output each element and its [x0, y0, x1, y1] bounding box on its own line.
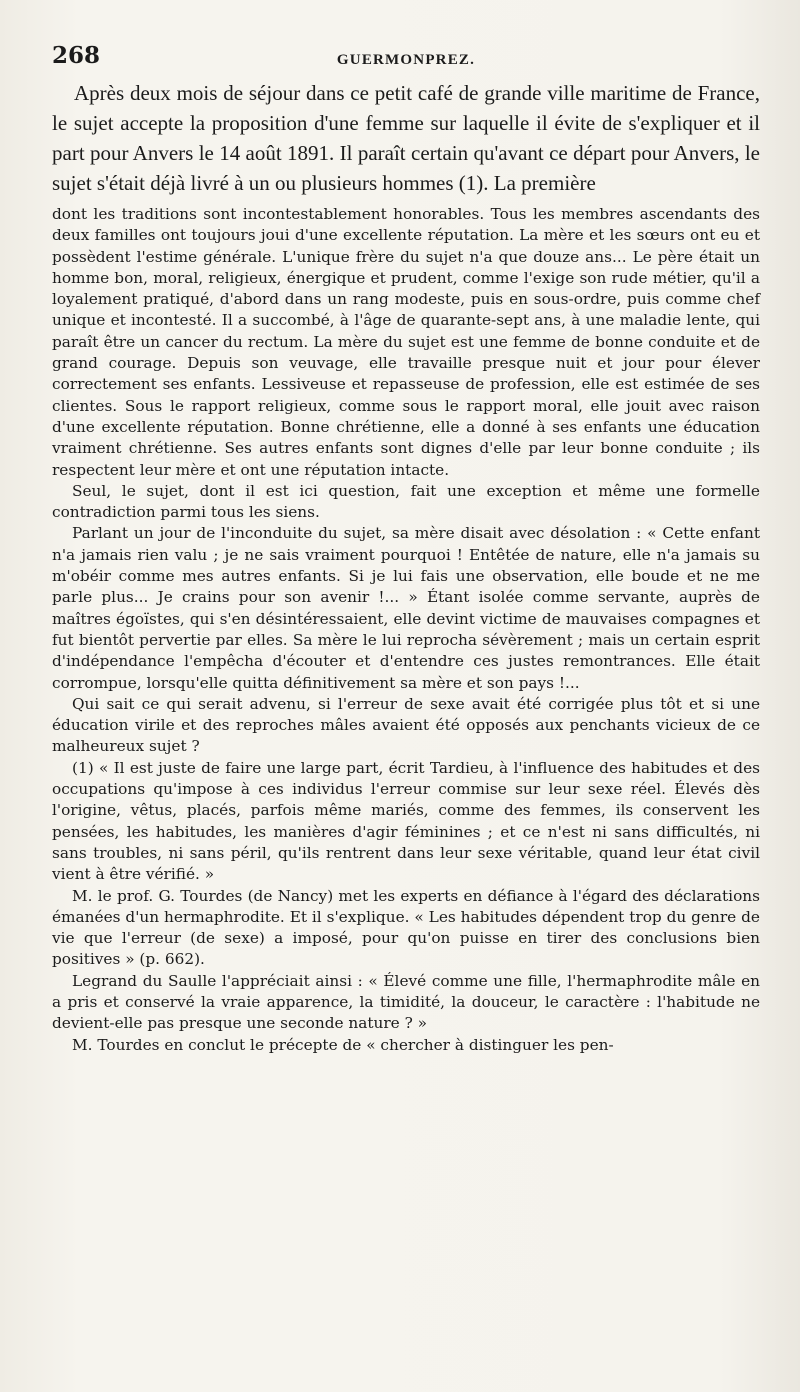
footnote-tourdes: M. le prof. G. Tourdes (de Nancy) met les experts en défiance à l'égard des déclarations émanées d'un hermaphrodite. Et il s'explique. « Les habitudes dépendent trop du genre de vie que l'erreur (de sexe) a imposé, pour qu'on puisse en tirer des conclusions bien positives » (p. 662). [52, 886, 760, 969]
main-paragraph: Après deux mois de séjour dans ce petit café de grande ville maritime de France, le sujet accepte la proposition d'une femme sur laquelle il évite de s'expliquer et il part pour Anvers le 14 août 1891. Il paraît certain qu'avant ce départ pour Anvers, le sujet s'était déjà livré à un ou plusieurs hommes (1). La première [52, 81, 760, 195]
footnote-tardieu: (1) « Il est juste de faire une large part, écrit Tardieu, à l'influence des habitudes et des occupations qu'impose à ces individus l'erreur commise sur leur sexe réel. Élevés dès l'origine, vêtus, placés, parfois même mariés, comme des femmes, ils conservent les pensées, les habitudes, les manières d'agir féminines ; et ce n'est ni sans difficultés, ni sans troubles, ni sans péril, qu'ils rentrent dans leur sexe véritable, quand leur état civil vient à être vérifié. » [52, 758, 760, 884]
small-paragraph-family: dont les traditions sont incontestablement honorables. Tous les membres ascendants des deux familles ont toujours joui d'une excellente réputation. La mère et les sœurs ont eu et possèdent l'estime générale. L'unique frère du sujet n'a que douze ans... Le père était un homme bon, moral, religieux, énergique et prudent, comme l'exige son rude métier, qu'il a loyalement pratiqué, d'abord dans un rang modeste, puis en sous-ordre, puis comme chef unique et incontesté. Il a succombé, à l'âge de quarante-sept ans, à une maladie lente, qui paraît être un cancer du rectum. La mère du sujet est une femme de bonne conduite et de grand courage. Depuis son veuvage, elle travaille presque nuit et jour pour élever correctement ses enfants. Lessiveuse et repasseuse de profession, elle est estimée de ses clientes. Sous le rapport religieux, comme sous le rapport moral, elle jouit avec raison d'une excellente réputation. Bonne chrétienne, elle a donné à ses enfants une éducation vraiment chrétienne. Ses autres enfants sont dignes d'elle par leur bonne conduite ; ils respectent leur mère et ont une réputation intacte. [52, 205, 760, 479]
page-number: 268 [52, 42, 101, 69]
footnote-legrand: Legrand du Saulle l'appréciait ainsi : « Élevé comme une fille, l'hermaphrodite mâle en a pris et conservé la vraie apparence, la timidité, la douceur, le caractère : l'habitude ne devient-elle pas presque une seconde nature ? » [52, 971, 760, 1033]
small-paragraph-mother-quote: Parlant un jour de l'inconduite du sujet, sa mère disait avec désolation : « Cette enfant n'a jamais rien valu ; je ne sais vraiment pourquoi ! Entêtée de nature, elle n'a jamais su m'obéir comme mes autres enfants. Si je lui fais une observation, elle boude et ne me parle plus... Je crains pour son avenir !... » Étant isolée comme servante, auprès de maîtres égoïstes, qui s'en désintéressaient, elle devint victime de mauvaises compagnes et fut bientôt pervertie par elles. Sa mère le lui reprocha sévèrement ; mais un certain esprit d'indépendance l'empêcha d'écouter et d'entendre ces justes remontrances. Elle était corrompue, lorsqu'elle quitta définitivement sa mère et son pays !... [52, 524, 760, 692]
page-header [52, 38, 760, 78]
footnote-tourdes-precept: M. Tourdes en conclut le précepte de « chercher à distinguer les pen- [72, 1035, 614, 1054]
small-paragraph-exception: Seul, le sujet, dont il est ici question, fait une exception et même une formelle contradiction parmi tous les siens. [52, 481, 760, 522]
small-print-block [52, 204, 760, 1056]
running-head: GUERMONPREZ. [336, 52, 476, 68]
small-paragraph-question: Qui sait ce qui serait advenu, si l'erreur de sexe avait été corrigée plus tôt et si une éducation virile et des reproches mâles avaient été opposés aux penchants vicieux de ce malheureux sujet ? [52, 694, 760, 756]
main-text [52, 78, 760, 198]
